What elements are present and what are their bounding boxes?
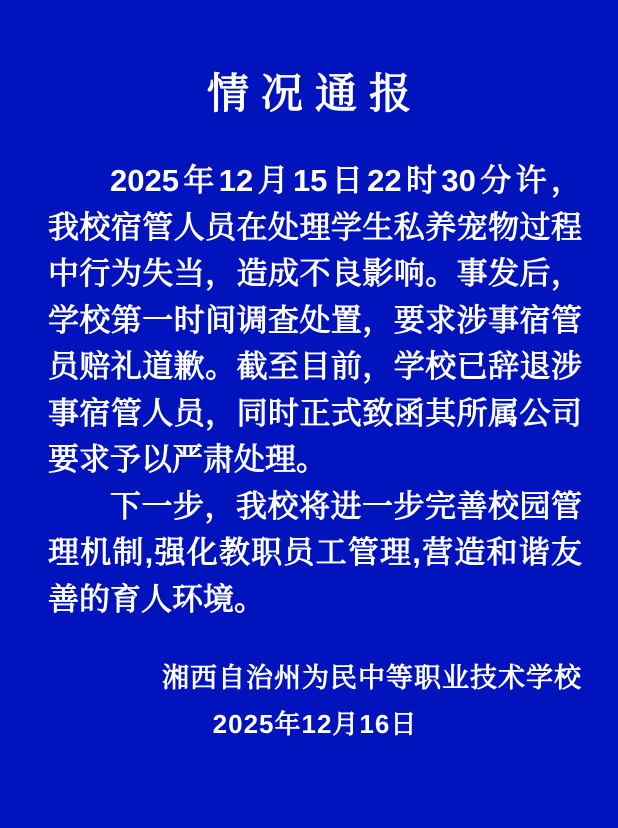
notice-line: 事宿管人员，同时正式致函其所属公司	[48, 395, 582, 431]
notice-line: 2025年12月15日22时30分许，	[110, 163, 582, 198]
notice-title: 情况通报	[206, 70, 423, 117]
notice-line: 善的育人环境。	[48, 581, 265, 617]
notice-date: 2025年12月16日	[212, 709, 418, 739]
paragraph-2	[48, 484, 582, 624]
notice-line: 我校宿管人员在处理学生私养宠物过程	[48, 209, 582, 245]
notice-line: 理机制,强化教职员工管理,营造和谐友	[48, 535, 582, 570]
notice-line: 员赔礼道歉。截至目前，学校已辞退涉	[48, 349, 582, 384]
notice-line: 学校第一时间调查处置，要求涉事宿管	[48, 302, 582, 338]
notice-line: 要求予以严肃处理。	[48, 442, 327, 477]
notice-line: 下一步，我校将进一步完善校园管	[110, 488, 582, 524]
notice-line: 中行为失当，造成不良影响。事发后，	[48, 256, 582, 291]
paragraph-1	[48, 158, 582, 484]
notice-body	[48, 158, 582, 623]
signature: 湘西自治州为民中等职业技术学校	[162, 663, 582, 693]
